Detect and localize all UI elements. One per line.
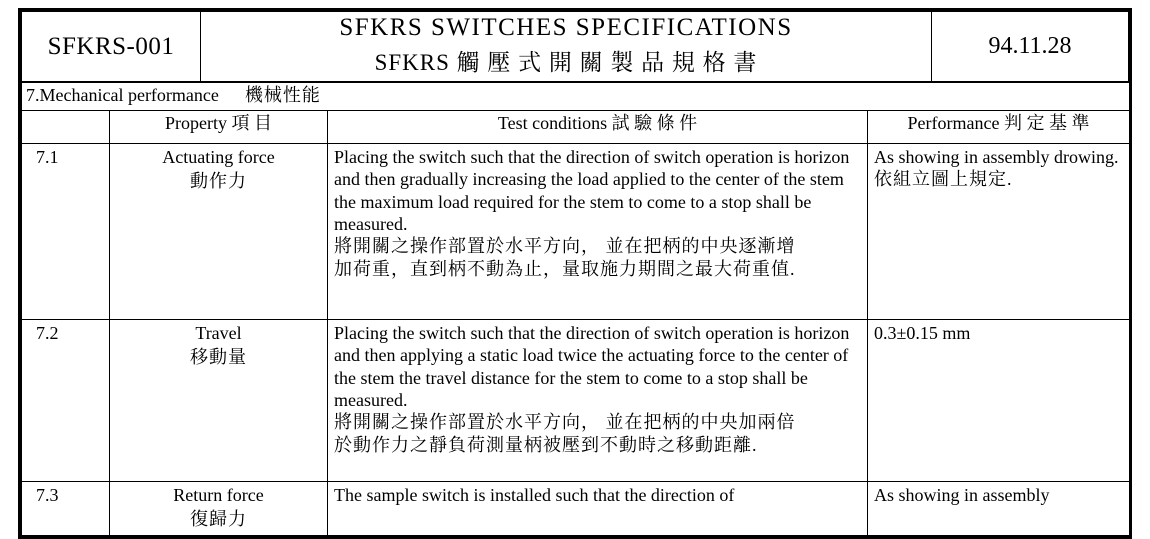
doc-code: SFKRS-001 <box>22 12 201 82</box>
row-test-cn-line1: 將開關之操作部置於水平方向， 並在把柄的中央逐漸增 <box>334 236 796 257</box>
row-performance <box>868 144 1130 320</box>
row-property-cn: 移動量 <box>190 347 247 368</box>
document-header <box>21 11 1129 82</box>
row-number: 7.1 <box>22 144 110 320</box>
row-property-en: Actuating force <box>162 147 275 167</box>
row-property <box>110 144 328 320</box>
table-row <box>22 144 1130 320</box>
row-property <box>110 482 328 536</box>
row-performance <box>868 320 1130 482</box>
col-header-no <box>22 111 110 144</box>
row-performance-en: As showing in assembly drowing. <box>874 147 1119 167</box>
spec-table <box>21 82 1130 536</box>
row-test-cn-line2: 於動作力之靜負荷測量柄被壓到不動時之移動距離. <box>334 434 758 455</box>
row-performance <box>868 482 1130 536</box>
row-test-en: The sample switch is installed such that the direction of <box>334 485 735 505</box>
row-number: 7.3 <box>22 482 110 536</box>
doc-title <box>201 12 932 82</box>
row-test-cn-line2: 加荷重，直到柄不動為止，量取施力期間之最大荷重值. <box>334 258 796 279</box>
section-heading <box>22 83 1130 111</box>
row-test-en: Placing the switch such that the direction of switch operation is horizon and then applying a static load twice the actuating force to the center of the stem the travel distance for the stem to come to a stop shall be measured. <box>334 323 850 410</box>
col-header-performance: Performance 判 定 基 準 <box>868 111 1130 144</box>
doc-title-en: SFKRS SWITCHES SPECIFICATIONS <box>339 14 793 41</box>
col-header-test-conditions: Test conditions 試 驗 條 件 <box>328 111 868 144</box>
row-property-en: Travel <box>195 323 242 343</box>
row-performance-en: 0.3±0.15 mm <box>874 323 971 343</box>
row-property-cn: 復歸力 <box>190 509 247 530</box>
row-test-conditions <box>328 144 868 320</box>
row-property-cn: 動作力 <box>190 171 247 192</box>
section-heading-en: 7.Mechanical performance <box>26 85 219 105</box>
row-performance-cn: 依組立圖上規定. <box>874 169 1013 190</box>
row-test-conditions <box>328 320 868 482</box>
row-performance-en: As showing in assembly <box>874 485 1050 505</box>
table-row <box>22 482 1130 536</box>
row-test-en: Placing the switch such that the direction of switch operation is horizon and then gradually increasing the load applied to the center of the stem the maximum load required for the stem to come to a stop shall be measured. <box>334 147 850 234</box>
table-row <box>22 320 1130 482</box>
col-header-property: Property 項 目 <box>110 111 328 144</box>
doc-date: 94.11.28 <box>932 12 1129 82</box>
row-number: 7.2 <box>22 320 110 482</box>
row-test-conditions <box>328 482 868 536</box>
row-test-cn-line1: 將開關之操作部置於水平方向， 並在把柄的中央加兩倍 <box>334 412 796 433</box>
row-property <box>110 320 328 482</box>
table-header-row <box>22 111 1130 144</box>
row-property-en: Return force <box>173 485 264 505</box>
section-heading-row <box>22 83 1130 111</box>
doc-title-cn: SFKRS 觸 壓 式 開 關 製 品 規 格 書 <box>374 50 758 75</box>
document-frame <box>18 8 1132 539</box>
section-heading-cn: 機械性能 <box>244 85 321 105</box>
